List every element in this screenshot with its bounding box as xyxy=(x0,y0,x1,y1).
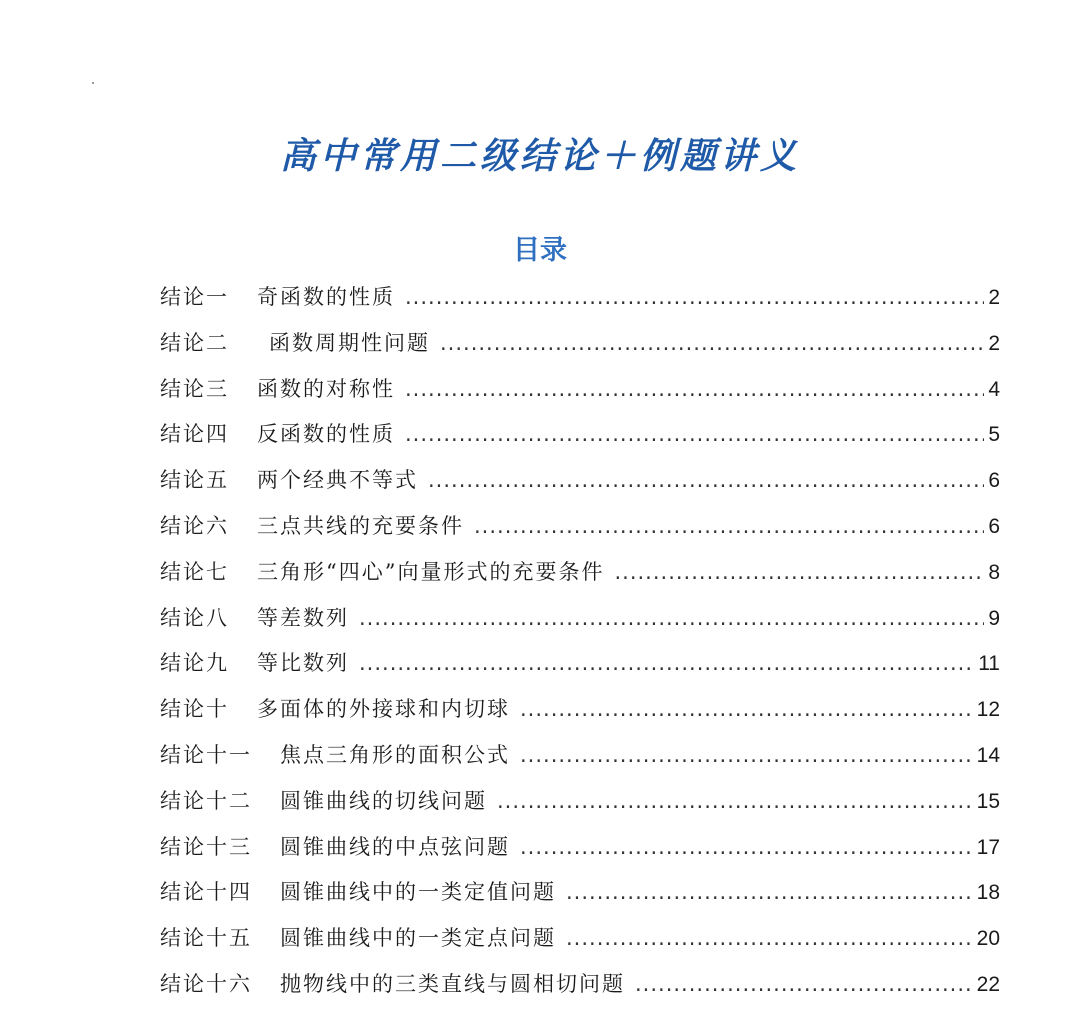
toc-entry[interactable] xyxy=(160,458,1000,504)
toc-entry-page: 2 xyxy=(988,286,1000,309)
toc-entry-topic: 函数的对称性 xyxy=(257,376,395,401)
toc-dot-leader xyxy=(635,962,973,1008)
toc-entry-label: 结论八 xyxy=(160,605,229,630)
toc-dot-leader xyxy=(440,321,984,367)
table-of-contents xyxy=(160,275,1000,1008)
toc-dot-leader xyxy=(474,504,984,550)
toc-entry-label: 结论六 xyxy=(160,513,229,538)
toc-dot-leader xyxy=(359,641,974,687)
toc-dot-leader xyxy=(405,412,984,458)
toc-entry-topic: 圆锥曲线中的一类定值问题 xyxy=(280,880,556,905)
toc-entry-topic: 等比数列 xyxy=(257,651,349,676)
toc-entry-page: 6 xyxy=(988,514,1000,538)
toc-entry-topic: 圆锥曲线的中点弦问题 xyxy=(280,834,510,859)
toc-dot-leader xyxy=(428,458,984,504)
toc-entry[interactable] xyxy=(160,504,1000,550)
toc-entry[interactable] xyxy=(160,870,1000,916)
toc-entry-topic: 三点共线的充要条件 xyxy=(257,513,464,538)
document-title: 高中常用二级结论＋例题讲义 xyxy=(279,135,800,177)
toc-entry-topic: 多面体的外接球和内切球 xyxy=(257,697,510,722)
toc-entry-page: 5 xyxy=(988,423,1000,447)
toc-entry-page: 14 xyxy=(976,743,1000,767)
toc-entry-topic: 圆锥曲线的切线问题 xyxy=(280,788,487,813)
toc-entry[interactable] xyxy=(160,962,1000,1008)
toc-entry-page: 22 xyxy=(976,972,1000,996)
toc-entry-page: 15 xyxy=(976,789,1000,813)
toc-entry-topic: 三角形“四心”向量形式的充要条件 xyxy=(257,559,605,584)
toc-entry-label: 结论三 xyxy=(160,376,229,401)
toc-entry[interactable] xyxy=(160,275,1000,321)
toc-dot-leader xyxy=(520,733,973,779)
toc-entry-label: 结论十五 xyxy=(160,926,252,951)
toc-entry-label: 结论一 xyxy=(160,285,229,309)
toc-dot-leader xyxy=(405,275,984,321)
toc-entry[interactable] xyxy=(160,596,1000,642)
toc-entry[interactable] xyxy=(160,687,1000,733)
toc-dot-leader xyxy=(359,596,984,642)
toc-entry-label: 结论十 xyxy=(160,697,229,722)
toc-entry-label: 结论十三 xyxy=(160,834,252,859)
scan-speck xyxy=(92,82,94,84)
toc-entry-page: 6 xyxy=(988,469,1000,493)
toc-entry-label: 结论二 xyxy=(160,330,229,355)
toc-entry[interactable] xyxy=(160,641,1000,687)
toc-entry-page: 8 xyxy=(988,560,1000,584)
toc-dot-leader xyxy=(520,825,973,871)
toc-entry[interactable] xyxy=(160,779,1000,825)
toc-dot-leader xyxy=(566,916,973,962)
toc-dot-leader xyxy=(520,687,973,733)
toc-entry-label: 结论十六 xyxy=(160,971,252,996)
toc-entry-label: 结论十四 xyxy=(160,880,252,905)
toc-entry-topic: 函数周期性问题 xyxy=(269,330,430,355)
toc-entry-topic: 抛物线中的三类直线与圆相切问题 xyxy=(280,971,625,996)
toc-entry[interactable] xyxy=(160,550,1000,596)
toc-entry-topic: 奇函数的性质 xyxy=(257,285,395,309)
toc-entry-topic: 反函数的性质 xyxy=(257,422,395,447)
toc-entry[interactable] xyxy=(160,412,1000,458)
toc-entry-topic: 两个经典不等式 xyxy=(257,468,418,493)
toc-entry-topic: 焦点三角形的面积公式 xyxy=(280,742,510,767)
toc-dot-leader xyxy=(497,779,973,825)
toc-entry-label: 结论九 xyxy=(160,651,229,676)
toc-entry-page: 12 xyxy=(976,698,1000,722)
toc-entry-label: 结论七 xyxy=(160,559,229,584)
toc-dot-leader xyxy=(614,550,984,596)
toc-entry-page: 4 xyxy=(988,377,1000,401)
toc-entry-page: 2 xyxy=(988,331,1000,355)
toc-dot-leader xyxy=(566,870,973,916)
toc-entry-label: 结论五 xyxy=(160,468,229,493)
toc-entry-topic: 圆锥曲线中的一类定点问题 xyxy=(280,926,556,951)
toc-entry[interactable] xyxy=(160,321,1000,367)
toc-entry[interactable] xyxy=(160,367,1000,413)
toc-entry[interactable] xyxy=(160,733,1000,779)
toc-dot-leader xyxy=(405,367,984,413)
toc-entry-label: 结论四 xyxy=(160,422,229,447)
toc-entry[interactable] xyxy=(160,916,1000,962)
toc-entry-label: 结论十二 xyxy=(160,788,252,813)
toc-entry-page: 20 xyxy=(976,927,1000,951)
toc-entry-label: 结论十一 xyxy=(160,742,252,767)
toc-entry[interactable] xyxy=(160,825,1000,871)
toc-entry-topic: 等差数列 xyxy=(257,605,349,630)
toc-entry-page: 17 xyxy=(976,835,1000,859)
toc-entry-page: 11 xyxy=(978,652,1000,676)
toc-heading: 目录 xyxy=(513,235,567,266)
toc-entry-page: 9 xyxy=(988,606,1000,630)
toc-entry-page: 18 xyxy=(976,881,1000,905)
